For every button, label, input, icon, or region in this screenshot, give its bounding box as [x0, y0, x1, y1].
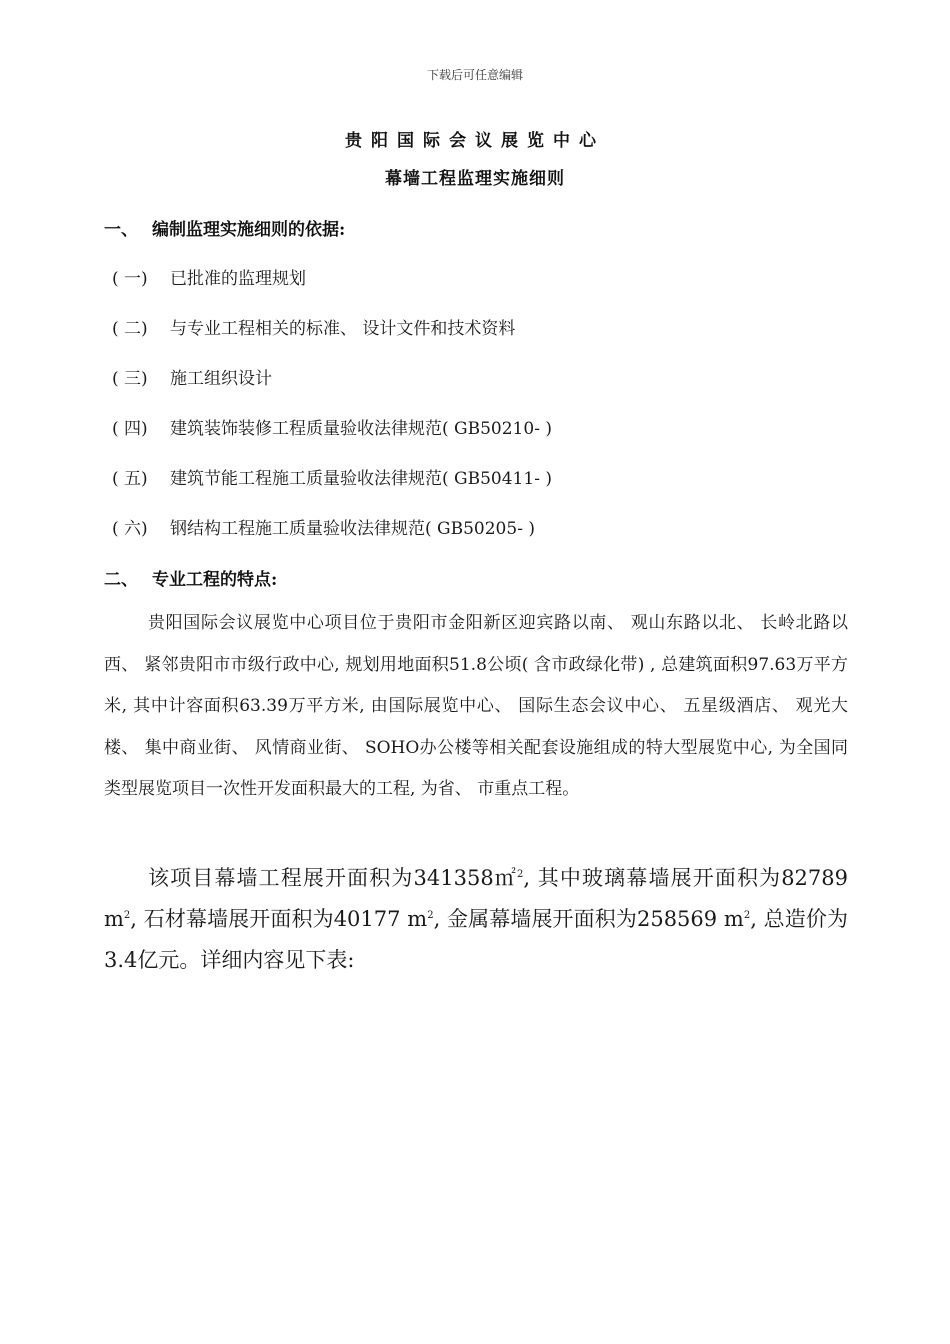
section-1-number: 一、	[104, 220, 138, 240]
area-text-part: , 其中玻璃幕墙展开面积为82789 m	[104, 866, 849, 931]
section-2-heading	[104, 565, 277, 590]
area-text-part: , 金属幕墙展开面积为258569 m	[433, 907, 744, 931]
header-note: 下载后可任意编辑	[426, 68, 523, 82]
curtain-wall-area-paragraph	[104, 858, 848, 981]
area-text-part: , 总造价为3.4亿元。详细内容见下表:	[104, 907, 848, 972]
area-text-part: 该项目幕墙工程展开面积为341358㎡	[148, 866, 517, 890]
basis-item-mark: ( 三)	[112, 369, 148, 389]
area-text-part: , 石材幕墙展开面积为40177 m	[130, 907, 428, 931]
basis-item-text: 已批准的监理规划	[170, 269, 306, 289]
basis-item	[112, 414, 552, 439]
section-1-title: 编制监理实施细则的依据:	[152, 220, 346, 240]
basis-item-mark: ( 四)	[112, 419, 148, 439]
section-2-title: 专业工程的特点:	[152, 570, 278, 590]
basis-item-mark: ( 六)	[112, 519, 148, 539]
superscript: 2	[123, 910, 131, 921]
basis-item-mark: ( 五)	[112, 469, 148, 489]
basis-item-mark: ( 二)	[112, 319, 148, 339]
project-description-paragraph: 贵阳国际会议展览中心项目位于贵阳市金阳新区迎宾路以南、 观山东路以北、 长岭北路以西、 紧邻贵阳市市级行政中心, 规划用地面积51.8公顷( 含市政绿化带) , 总建筑面积97.63万平方米, 其中计容面积63.39万平方米, 由国际展览中心、 国际生态会议中心、 五星级酒店、 观光大楼、 集中商业街、 风情商业街、 SOHO办公楼等相关配套设施组成的特大型展览中心, 为全国同类型展览项目一次性开发面积最大的工程, 为省、 市重点工程。	[104, 613, 848, 799]
basis-item-text: 建筑装饰装修工程质量验收法律规范( GB50210- )	[170, 419, 552, 439]
basis-item-mark: ( 一)	[112, 269, 148, 289]
section-2-number: 二、	[104, 570, 138, 590]
basis-item	[112, 264, 306, 289]
superscript: 2	[427, 910, 434, 921]
basis-item	[112, 464, 552, 489]
document-title: 贵阳国际会议展览中心	[345, 131, 605, 151]
basis-item-text: 建筑节能工程施工质量验收法律规范( GB50411- )	[170, 469, 552, 489]
section-1-heading	[104, 215, 345, 240]
basis-item-text: 施工组织设计	[170, 369, 272, 389]
superscript: 2	[743, 910, 751, 921]
basis-item-text: 钢结构工程施工质量验收法律规范( GB50205- )	[170, 519, 535, 539]
basis-item	[112, 364, 272, 389]
document-subtitle: 幕墙工程监理实施细则	[385, 169, 565, 189]
basis-item	[112, 514, 535, 539]
superscript: 2	[516, 869, 524, 880]
basis-item	[112, 314, 515, 339]
basis-item-text: 与专业工程相关的标准、 设计文件和技术资料	[170, 319, 516, 339]
